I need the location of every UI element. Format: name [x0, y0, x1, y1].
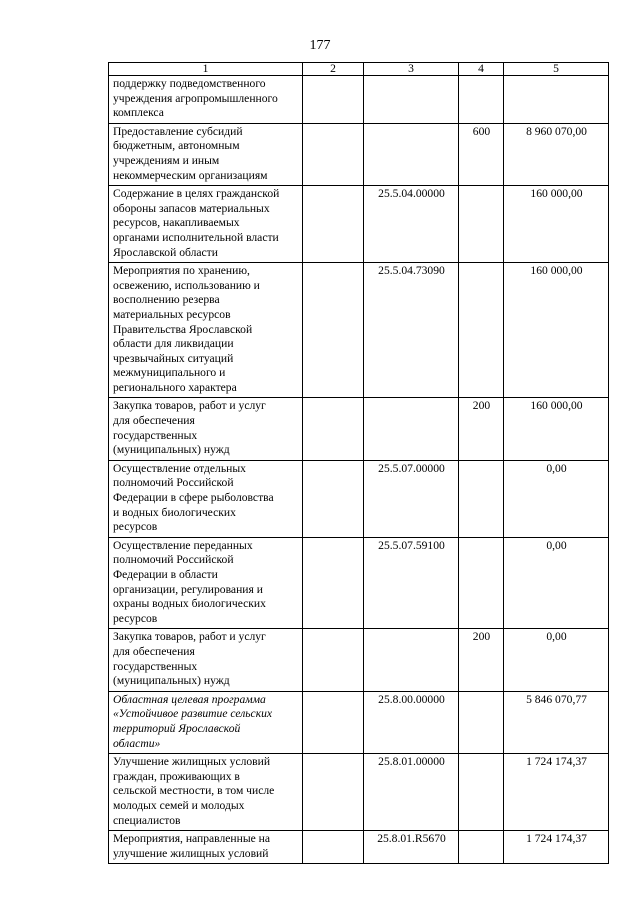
table-row [109, 537, 609, 629]
row-code-cell: 25.8.00.00000 [364, 691, 459, 753]
table-row [109, 831, 609, 864]
page-number: 177 [309, 38, 331, 53]
row-name-cell: поддержку подведомственного учреждения агропромышленного комплекса [109, 76, 303, 124]
row-code-cell [364, 76, 459, 124]
row-code-cell: 25.5.07.59100 [364, 537, 459, 629]
row-col2-cell [303, 691, 364, 753]
row-name-cell: Содержание в целях гражданской обороны запасов материальных ресурсов, накапливаемых органами исполнительной власти Ярославской области [109, 186, 303, 263]
column-header-5: 5 [504, 63, 609, 76]
row-name-cell: Мероприятия, направленные на улучшение жилищных условий [109, 831, 303, 864]
row-amount-cell: 8 960 070,00 [504, 123, 609, 185]
table-row [109, 691, 609, 753]
row-vr-cell [459, 76, 504, 124]
table-header-row [109, 63, 609, 76]
row-amount-cell [504, 76, 609, 124]
row-amount-cell: 1 724 174,37 [504, 754, 609, 831]
row-vr-cell: 600 [459, 123, 504, 185]
row-name-cell: Осуществление отдельных полномочий Российской Федерации в сфере рыболовства и водных биологических ресурсов [109, 460, 303, 537]
row-vr-cell: 200 [459, 398, 504, 460]
row-code-cell [364, 629, 459, 691]
row-amount-cell: 160 000,00 [504, 263, 609, 398]
row-code-cell [364, 123, 459, 185]
column-header-3: 3 [364, 63, 459, 76]
row-col2-cell [303, 537, 364, 629]
row-vr-cell [459, 186, 504, 263]
table-row [109, 629, 609, 691]
row-col2-cell [303, 629, 364, 691]
row-code-cell: 25.8.01.R5670 [364, 831, 459, 864]
row-code-cell: 25.8.01.00000 [364, 754, 459, 831]
column-header-1: 1 [109, 63, 303, 76]
row-vr-cell [459, 691, 504, 753]
row-code-cell: 25.5.04.73090 [364, 263, 459, 398]
row-amount-cell: 1 724 174,37 [504, 831, 609, 864]
row-col2-cell [303, 754, 364, 831]
row-name-cell: Закупка товаров, работ и услуг для обеспечения государственных (муниципальных) нужд [109, 629, 303, 691]
row-vr-cell: 200 [459, 629, 504, 691]
row-vr-cell [459, 263, 504, 398]
row-name-cell: Закупка товаров, работ и услуг для обеспечения государственных (муниципальных) нужд [109, 398, 303, 460]
column-header-2: 2 [303, 63, 364, 76]
table-row [109, 123, 609, 185]
table-body [109, 76, 609, 864]
table-row [109, 186, 609, 263]
row-amount-cell: 160 000,00 [504, 186, 609, 263]
column-header-4: 4 [459, 63, 504, 76]
row-col2-cell [303, 460, 364, 537]
row-name-cell: Областная целевая программа «Устойчивое развитие сельских территорий Ярославской области» [109, 691, 303, 753]
row-col2-cell [303, 186, 364, 263]
row-amount-cell: 0,00 [504, 460, 609, 537]
row-vr-cell [459, 537, 504, 629]
table-row [109, 398, 609, 460]
row-col2-cell [303, 263, 364, 398]
row-col2-cell [303, 76, 364, 124]
table-row [109, 263, 609, 398]
budget-table [108, 62, 609, 864]
row-amount-cell: 0,00 [504, 537, 609, 629]
table-row [109, 76, 609, 124]
row-vr-cell [459, 754, 504, 831]
row-col2-cell [303, 123, 364, 185]
row-name-cell: Предоставление субсидий бюджетным, автономным учреждениям и иным некоммерческим организациям [109, 123, 303, 185]
row-vr-cell [459, 460, 504, 537]
row-vr-cell [459, 831, 504, 864]
row-code-cell: 25.5.04.00000 [364, 186, 459, 263]
row-amount-cell: 0,00 [504, 629, 609, 691]
table-row [109, 460, 609, 537]
row-col2-cell [303, 398, 364, 460]
row-code-cell [364, 398, 459, 460]
row-amount-cell: 5 846 070,77 [504, 691, 609, 753]
row-amount-cell: 160 000,00 [504, 398, 609, 460]
row-col2-cell [303, 831, 364, 864]
row-name-cell: Осуществление переданных полномочий Российской Федерации в области организации, регулирования и охраны водных биологических ресурсов [109, 537, 303, 629]
row-code-cell: 25.5.07.00000 [364, 460, 459, 537]
row-name-cell: Мероприятия по хранению, освежению, использованию и восполнению резерва материальных ресурсов Правительства Ярославской области для ликвидации чрезвычайных ситуаций межмуниципального и регионального характера [109, 263, 303, 398]
row-name-cell: Улучшение жилищных условий граждан, проживающих в сельской местности, в том числе молодых семей и молодых специалистов [109, 754, 303, 831]
table-row [109, 754, 609, 831]
